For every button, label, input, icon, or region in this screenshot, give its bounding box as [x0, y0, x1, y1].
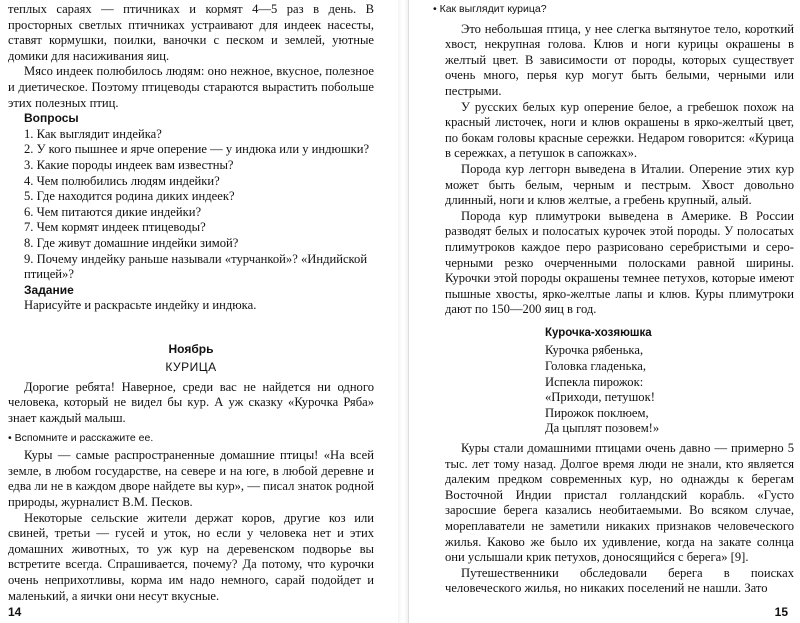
poem-line: Испекла пирожок: [545, 374, 644, 389]
paragraph: Дорогие ребята! Наверное, среди вас не найдется ни одного человека, который не видел бы кур. А уж сказку «Курочка Ряба» знает каждый малыш. [8, 379, 374, 426]
page-number-right: 15 [774, 605, 788, 619]
paragraph: Некоторые сельские жители держат коров, другие коз или свиней, третьи — гусей и уток, но если у человека нет и этих домашних животных, то уж кур на деревенском подворье вы встретите всегда. Спрашивается, почему? Да потому, что курочки очень неприхотливы, корма им надо немного, сарай подойдет и маленький, а яички они несут вкусные. [8, 510, 374, 603]
poem-title: Курочка-хозяюшка [545, 326, 652, 339]
bullet-prompt: • Вспомните и расскажите ее. [8, 431, 374, 447]
task-heading: Задание [24, 282, 74, 297]
question-item: 7. Чем кормят индеек птицеводы? [24, 220, 206, 235]
question-item: 6. Чем питаются дикие индейки? [24, 204, 202, 219]
section-month: Ноябрь [168, 341, 214, 356]
poem-line: Да цыплят позовем!» [545, 421, 660, 436]
poem [545, 343, 794, 437]
questions-heading: Вопросы [24, 111, 79, 126]
paragraph: Путешественники обследовали берега в поисках человеческого жилья, но никаких поселений не нашли. Зато [445, 565, 794, 596]
paragraph: У русских белых кур оперение белое, а гребешок похож на красный листочек, ноги и клюв окрашены в ярко-желтый цвет, по бокам головы красные сережки. Недаром говорится: «Курица в сережках, а петушок в сапожках». [445, 99, 794, 161]
section-title: КУРИЦА [165, 359, 217, 374]
right-page [408, 0, 800, 623]
paragraph: Куры — самые распространенные домашние птицы! «На всей земле, в любом государстве, на севере и на юге, в любой деревне и едва ли не в каждом дворе найдете вы кур», — писал знаток родной природы, журналист В.М. Песков. [8, 448, 374, 510]
question-item: 8. Где живут домашние индейки зимой? [24, 235, 239, 250]
question-item: 3. Какие породы индеек вам известны? [24, 157, 234, 172]
question-item: 5. Где находится родина диких индеек? [24, 189, 235, 204]
page-number-left: 14 [8, 605, 22, 619]
task-text: Нарисуйте и раскрасьте индейку и индюка. [24, 298, 257, 313]
paragraph: теплых сараях — птичниках и кормят 4—5 раз в день. В просторных светлых птичниках устраивают для индеек насесты, ставят кормушки, поилки, ваночки с песком и землей, уютные домики для насиживания яиц. [8, 2, 374, 63]
book-fold [398, 0, 408, 623]
left-page [0, 0, 398, 623]
question-item: 1. Как выглядит индейка? [24, 126, 162, 141]
poem-line: Пирожок поклюем, [545, 405, 649, 420]
poem-line: Курочка рябенька, [545, 343, 644, 358]
paragraph: Это небольшая птица, у нее слегка вытянутое тело, короткий хвост, некрупная голова. Клюв и ноги курицы окрашены в желтый цвет. В зависимости от породы, которых существует очень много, перья кур могут быть белыми, черными или пестрыми. [445, 21, 794, 98]
paragraph: Мясо индеек полюбилось людям: оно нежное, вкусное, полезное и диетическое. Поэтому птицеводы стараются вырастить побольше этих полезных птиц. [8, 64, 374, 110]
question-item: 2. У кого пышнее и ярче оперение — у индюка или у индюшки? [24, 142, 370, 157]
paragraph: Порода кур плимутроки выведена в Америке. В России разводят белых и полосатых курочек этой породы. У полосатых плимутроков каждое перо разрисовано серебристыми и серо-черными резко очерченными полосками равной ширины. Курочки этой породы окрашены темнее петухов, которые имеют пышные хвосты, ярко-желтые лапы и клюв. Куры плимутроки дают по 150—200 яиц в год. [445, 208, 794, 317]
bullet-prompt: • Как выглядит курица? [433, 2, 794, 18]
questions-list [8, 127, 374, 283]
poem-line: Головка гладенька, [545, 359, 647, 374]
poem-line: «Приходи, петушок! [545, 390, 655, 405]
paragraph: Куры стали домашними птицами очень давно — примерно 5 тыс. лет тому назад. Долгое время люди не знали, кто является далеким предком современных кур, но однажды к берегам Восточной Индии пристал голландский корабль. «Густо заросшие берега казались необитаемыми. Во всяком случае, мореплаватели не заметили никаких признаков человеческого жилья. Каково же было их удивление, когда на закате солнца они услышали крик петухов, доносящийся с берега» [9]. [445, 441, 794, 565]
paragraph: Порода кур леггорн выведена в Италии. Оперение этих кур может быть белым, черным и пестрым. Хвост довольно длинный, ноги и клюв желтые, а гребень крупный, алый. [445, 161, 794, 208]
question-item: 9. Почему индейку раньше называли «турчанкой»? «Индийской птицей»? [24, 251, 368, 282]
question-item: 4. Чем полюбились людям индейки? [24, 173, 220, 188]
